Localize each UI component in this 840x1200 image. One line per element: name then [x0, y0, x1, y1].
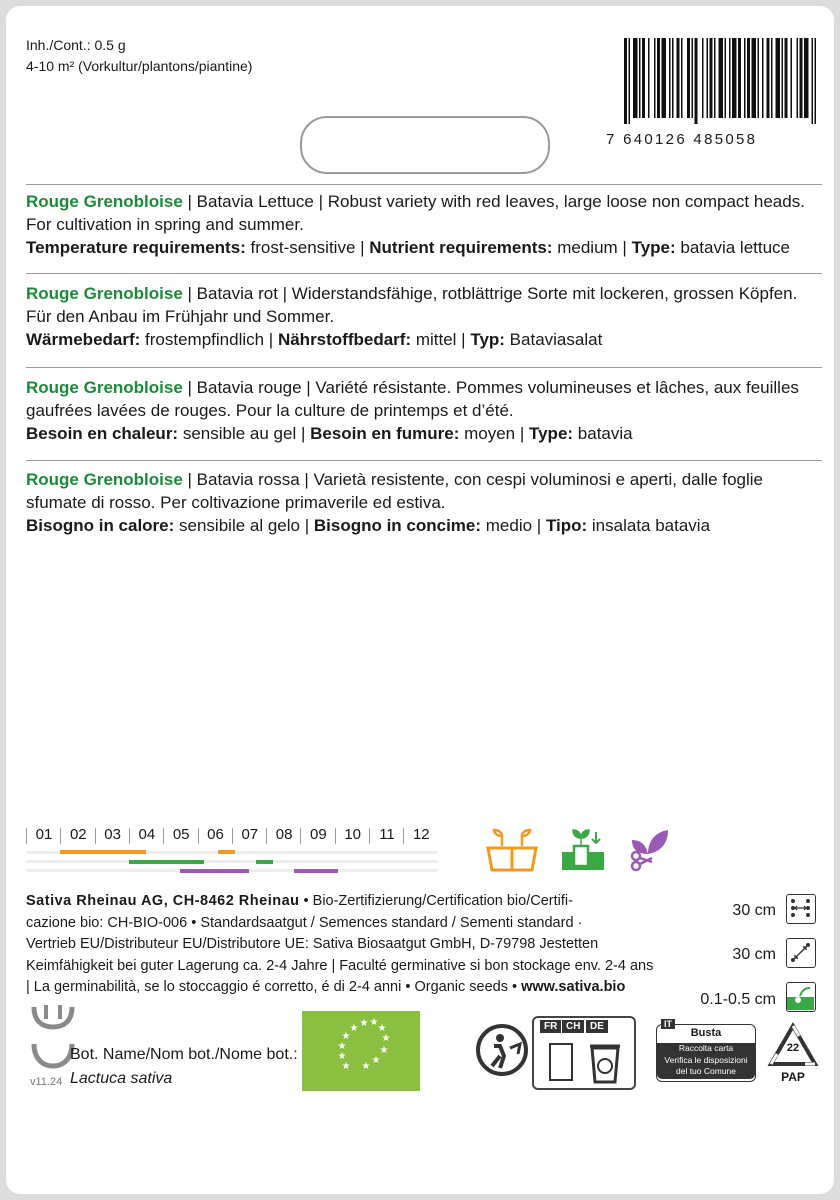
type-value: batavia lettuce [675, 238, 791, 257]
barcode-number: 7 640126 485058 [606, 131, 758, 148]
footer-text: Vertrieb EU/Distributeur EU/Distributore UE: Sativa Biosaatgut GmbH, D-79798 Jestetten [26, 936, 599, 952]
footer-text: • Bio-Zertifizierung/Certification bio/Certifi- [299, 893, 573, 909]
nutrient-value: moyen | [459, 424, 529, 443]
barcode-bar [657, 38, 660, 118]
calendar-bar-sowing-under-cover [60, 850, 146, 854]
barcode-bar [677, 38, 680, 118]
company-name: Sativa Rheinau AG, CH-8462 Rheinau [26, 893, 300, 909]
country-code: DE [586, 1020, 608, 1033]
temperature-label: Bisogno in calore: [26, 516, 175, 535]
type-label: Type: [528, 424, 574, 443]
nutrient-value: mittel | [411, 330, 471, 349]
type-value: batavia [573, 424, 633, 443]
month-label: 07 [241, 826, 259, 843]
sativa-logo-icon [30, 1001, 76, 1031]
divider [26, 184, 822, 185]
pap-label: PAP [781, 1070, 805, 1084]
description-text: | Batavia rouge | Variété résistante. Pommes volumineuses et lâches, aux feuilles gaufrées lavées de rouges. Pour la culture de printemps et d’été. [26, 378, 799, 420]
eu-star-icon: ★ [337, 1051, 347, 1062]
month-label: 01 [35, 826, 53, 843]
barcode-bar [804, 38, 809, 118]
barcode-bar [624, 38, 627, 124]
it-line: Raccolta carta [678, 1043, 734, 1053]
pap-number: 22 [786, 1042, 800, 1054]
description-it [26, 468, 822, 537]
barcode-bar [681, 38, 683, 118]
barcode-bar [782, 38, 784, 118]
temperature-value: frostempfindlich | [140, 330, 278, 349]
sowing-depth-icon [786, 982, 816, 1012]
country-code: FR [540, 1020, 561, 1033]
footer-text: Keimfähigkeit bei guter Lagerung ca. 2-4 Jahre | Faculté germinative si bon stockage env. 2-4 ans [26, 957, 654, 974]
eu-star-icon: ★ [369, 1017, 379, 1028]
calendar-bar-harvest [294, 869, 339, 873]
eu-star-icon: ★ [377, 1023, 387, 1034]
description-fr [26, 376, 822, 445]
barcode-bar [648, 38, 650, 118]
recycling-instructions-frcdde [532, 1016, 636, 1090]
eu-organic-logo [302, 1011, 420, 1091]
barcode-bar [642, 38, 645, 118]
barcode-bar [744, 38, 746, 118]
eu-star-icon: ★ [381, 1033, 391, 1044]
nutrient-value: medio | [481, 516, 546, 535]
eu-star-icon: ★ [379, 1045, 389, 1056]
eu-star-icon: ★ [341, 1061, 351, 1072]
type-label: Typ: [470, 330, 505, 349]
divider [26, 460, 822, 461]
barcode-bar [662, 38, 667, 118]
barcode-bar [654, 38, 656, 118]
month-label: 06 [207, 826, 224, 843]
temperature-label: Besoin en chaleur: [26, 424, 179, 443]
eu-star-icon: ★ [341, 1031, 351, 1042]
type-value: Bataviasalat [504, 330, 603, 349]
calendar-bar-harvest [180, 869, 249, 873]
month-label: 10 [344, 826, 362, 843]
barcode-bar [747, 38, 750, 118]
barcode-bar [812, 38, 814, 124]
seed-packet-back [6, 6, 834, 1194]
footer-text: cazione bio: CH-BIO-006 • Standardsaatgut / Semences standard / Sementi standard · [26, 914, 583, 931]
nutrient-label: Bisogno in concime: [313, 516, 482, 535]
description-text: | Batavia rot | Widerstandsfähige, rotblättrige Sorte mit lockeren, grossen Köpfen. Für den Anbau im Frühjahr und Sommer. [26, 284, 798, 326]
barcode-bar [687, 38, 690, 118]
version-label: v11.24 [30, 1076, 63, 1088]
barcode-bar [791, 38, 793, 118]
barcode-bar [776, 38, 781, 118]
recycling-instructions-it [656, 1019, 756, 1082]
barcode-bar [815, 38, 817, 124]
barcode-bar [707, 38, 709, 118]
eu-star-icon: ★ [349, 1023, 359, 1034]
website-link[interactable]: www.sativa.bio [521, 979, 626, 995]
nutrient-label: Nutrient requirements: [369, 238, 553, 257]
it-instructions [657, 1043, 755, 1079]
barcode-bar [695, 38, 698, 124]
month-label: 02 [69, 826, 87, 843]
eu-star-icon: ★ [361, 1061, 371, 1072]
row-spacing-value: 30 cm [732, 902, 776, 919]
country-code: CH [562, 1020, 584, 1033]
type-label: Tipo: [545, 516, 588, 535]
barcode-bar [714, 38, 716, 118]
description-de [26, 282, 822, 351]
barcode-bar [725, 38, 727, 118]
month-label: 09 [310, 826, 327, 843]
barcode-bar [762, 38, 764, 118]
barcode-bar [738, 38, 741, 118]
month-label: 08 [275, 826, 293, 843]
barcode-bar [785, 38, 788, 118]
barcode-bar [800, 38, 803, 118]
calendar-bar-sowing-under-cover [218, 850, 235, 854]
botanical-name: Lactuca sativa [70, 1070, 173, 1087]
type-value: insalata batavia [587, 516, 711, 535]
plant-spacing-icon [786, 938, 816, 968]
row-spacing-icon [786, 894, 816, 924]
barcode-bar [797, 38, 799, 118]
barcode [620, 38, 820, 124]
calendar-bar-direct-sowing [256, 860, 273, 864]
calendar-bar-direct-sowing [129, 860, 204, 864]
area-coverage: 4-10 m² (Vorkultur/plantons/piantine) [26, 58, 253, 74]
barcode-bar [732, 38, 737, 118]
it-line: Verifica le disposizioni [664, 1054, 748, 1065]
seed-trays-icon [484, 826, 540, 874]
barcode-bar [629, 38, 631, 124]
barcode-bar [633, 38, 638, 118]
month-label: 12 [412, 826, 430, 843]
eu-star-icon: ★ [359, 1018, 369, 1029]
nutrient-label: Nährstoffbedarf: [277, 330, 412, 349]
triman-recycling-icon [474, 1022, 530, 1078]
divider [26, 273, 822, 274]
description-text: | Batavia Lettuce | Robust variety with red leaves, large loose non compact heads. For cultivation in spring and summer. [26, 192, 805, 234]
plant-spacing-value: 30 cm [732, 946, 776, 963]
botanical-label: Bot. Name/Nom bot./Nome bot.: [70, 1046, 298, 1063]
barcode-bar [692, 38, 694, 118]
temperature-label: Temperature requirements: [26, 238, 246, 257]
nutrient-value: medium | [552, 238, 632, 257]
company-footer [26, 891, 676, 999]
temperature-value: sensible au gel | [178, 424, 311, 443]
month-label: 04 [138, 826, 156, 843]
country-code: IT [661, 1019, 675, 1029]
variety-name: Rouge Grenobloise [26, 470, 183, 489]
type-label: Type: [631, 238, 676, 257]
eu-star-icon: ★ [337, 1041, 347, 1052]
it-line: del tuo Comune [675, 1066, 736, 1076]
barcode-bar [758, 38, 760, 118]
description-text: | Batavia rossa | Varietà resistente, con cespi voluminosi e aperti, dalle foglie sfumate di rosso. Per coltivazione primaverile ed estiva. [26, 470, 763, 512]
barcode-bar [771, 38, 773, 118]
barcode-bar [702, 38, 704, 118]
hanging-hole [300, 116, 550, 174]
variety-name: Rouge Grenobloise [26, 192, 183, 211]
barcode-bar [710, 38, 713, 118]
description-en [26, 190, 822, 259]
content-weight: Inh./Cont.: 0.5 g [26, 37, 126, 53]
barcode-bar [767, 38, 770, 118]
calendar-track [26, 860, 438, 863]
barcode-bar [752, 38, 757, 118]
sowing-depth-value: 0.1-0.5 cm [700, 991, 776, 1008]
barcode-bar [729, 38, 731, 118]
month-label: 05 [172, 826, 190, 843]
barcode-bar [719, 38, 724, 118]
eu-organic-leaf-icon [302, 1011, 420, 1091]
temperature-value: frost-sensitive | [245, 238, 370, 257]
planting-icon [558, 826, 608, 874]
barcode-bar [639, 38, 641, 118]
temperature-value: sensibile al gelo | [174, 516, 314, 535]
temperature-label: Wärmebedarf: [26, 330, 141, 349]
variety-name: Rouge Grenobloise [26, 284, 183, 303]
variety-name: Rouge Grenobloise [26, 378, 183, 397]
month-label: 03 [104, 826, 121, 843]
barcode-bar [672, 38, 674, 118]
harvest-scissors-icon [628, 826, 672, 874]
sowing-calendar [26, 826, 442, 876]
barcode-bar [669, 38, 671, 118]
eu-star-icon: ★ [371, 1055, 381, 1066]
it-title: Busta [690, 1027, 722, 1039]
divider [26, 367, 822, 368]
paper-bin-icon [544, 1038, 624, 1084]
month-label: 11 [379, 826, 395, 843]
nutrient-label: Besoin en fumure: [310, 424, 460, 443]
footer-text: | La germinabilità, se lo stoccaggio é corretto, é di 2-4 anni • Organic seeds • [26, 979, 522, 995]
